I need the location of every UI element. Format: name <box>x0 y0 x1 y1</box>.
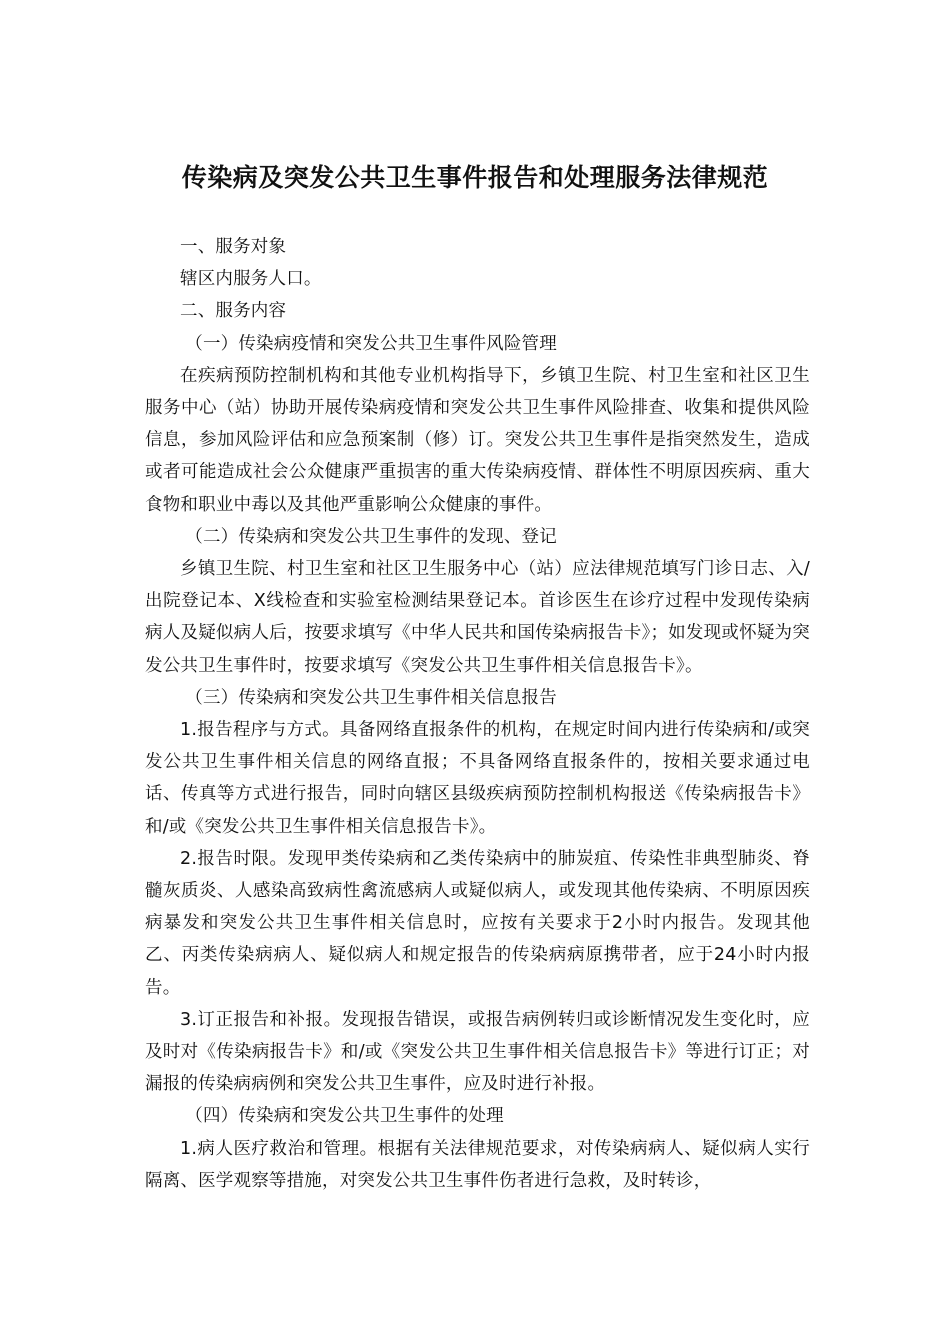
subsection-heading-handling: （四）传染病和突发公共卫生事件的处理 <box>185 1106 504 1127</box>
paragraph-discovery-registration: 乡镇卫生院、村卫生室和社区卫生服务中心（站）应法律规范填写门诊日志、入/出院登记本、X线检查和实验室检测结果登记本。首诊医生在诊疗过程中发现传染病病人及疑似病人后，按要求填写《中华人民共和国传染病报告卡》；如发现或怀疑为突发公共卫生事件时，按要求填写《突发公共卫生事件相关信息报告卡》。 <box>145 559 810 676</box>
section-heading-service-target: 一、服务对象 <box>180 237 287 257</box>
subsection-heading-information-report: （三）传染病和突发公共卫生事件相关信息报告 <box>185 687 557 708</box>
document-title: 传染病及突发公共卫生事件报告和处理服务法律规范 <box>181 163 769 192</box>
paragraph-report-correction: 3.订正报告和补报。发现报告错误，或报告病例转归或诊断情况发生变化时，应及时对《传染病报告卡》和/或《突发公共卫生事件相关信息报告卡》等进行订正；对漏报的传染病病例和突发公共卫生事件，应及时进行补报。 <box>145 1009 810 1095</box>
subsection-heading-discovery-registration: （二）传染病和突发公共卫生事件的发现、登记 <box>185 526 557 547</box>
document-body <box>145 231 810 1197</box>
section-heading-service-content: 二、服务内容 <box>180 301 287 322</box>
paragraph-patient-treatment: 1.病人医疗救治和管理。根据有关法律规范要求，对传染病病人、疑似病人实行隔离、医学观察等措施，对突发公共卫生事件伤者进行急救，及时转诊， <box>145 1138 810 1191</box>
paragraph-report-procedure: 1.报告程序与方式。具备网络直报条件的机构，在规定时间内进行传染病和/或突发公共卫生事件相关信息的网络直报；不具备网络直报条件的，按相关要求通过电话、传真等方式进行报告，同时向辖区县级疾病预防控制机构报送《传染病报告卡》和/或《突发公共卫生事件相关信息报告卡》。 <box>145 720 810 837</box>
subsection-heading-risk-management: （一）传染病疫情和突发公共卫生事件风险管理 <box>185 333 557 354</box>
paragraph-risk-management: 在疾病预防控制机构和其他专业机构指导下，乡镇卫生院、村卫生室和社区卫生服务中心（站）协助开展传染病疫情和突发公共卫生事件风险排查、收集和提供风险信息，参加风险评估和应急预案制（修）订。突发公共卫生事件是指突然发生，造成或者可能造成社会公众健康严重损害的重大传染病疫情、群体性不明原因疾病、重大食物和职业中毒以及其他严重影响公众健康的事件。 <box>145 365 810 515</box>
paragraph-service-target: 辖区内服务人口。 <box>180 269 322 290</box>
paragraph-report-time-limit: 2.报告时限。发现甲类传染病和乙类传染病中的肺炭疽、传染性非典型肺炎、脊髓灰质炎、人感染高致病性禽流感病人或疑似病人，或发现其他传染病、不明原因疾病暴发和突发公共卫生事件相关信息时，应按有关要求于2小时内报告。发现其他乙、丙类传染病病人、疑似病人和规定报告的传染病病原携带者，应于24小时内报告。 <box>145 848 810 998</box>
